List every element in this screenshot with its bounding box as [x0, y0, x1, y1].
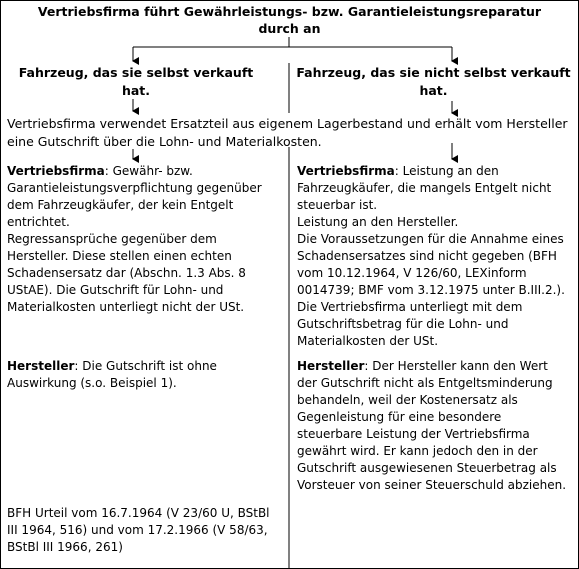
- right-vertriebsfirma-text1: : Leistung an den Fahrzeugkäufer, die mangels Entgelt nicht steuerbar ist.: [297, 164, 552, 212]
- shared-statement: Vertriebsfirma verwendet Ersatzteil aus eigenem Lagerbestand und erhält vom Hersteller eine Gutschrift über die Lohn- und Materialkosten.: [7, 116, 568, 149]
- heading-own-vehicle: Fahrzeug, das sie selbst verkauft hat.: [18, 65, 254, 98]
- left-reference: BFH Urteil vom 16.7.1964 (V 23/60 U, BStBl III 1964, 516) und vom 17.2.1966 (V 58/63, BStBl III 1966, 261): [7, 506, 270, 554]
- chart-title: [1, 3, 578, 37]
- left-hersteller-block: [7, 358, 279, 392]
- title-line-2: durch an: [258, 21, 321, 36]
- left-vertriebsfirma-block: [7, 163, 279, 316]
- right-vertriebsfirma-text2: Leistung an den Hersteller.: [297, 215, 459, 229]
- right-vertriebsfirma-label: Vertriebsfirma: [297, 164, 395, 178]
- right-hersteller-text: : Der Hersteller kann den Wert der Gutschrift nicht als Entgeltsminderung behandeln, weil der Kostenersatz als Gegenleistung für eine besondere steuerbare Leistung der Vertriebsfirma gewährt wird. Er kann jedoch den in der Gutschrift ausgewiesenen Steuerbetrag als Vorsteuer von seiner Steuerschuld abziehen.: [297, 359, 567, 492]
- heading-foreign-vehicle: Fahrzeug, das sie nicht selbst verkauft hat.: [296, 65, 571, 98]
- right-vertriebsfirma-block: [297, 163, 567, 350]
- left-hersteller-label: Hersteller: [7, 359, 75, 373]
- left-vertriebsfirma-label: Vertriebsfirma: [7, 164, 105, 178]
- right-hersteller-label: Hersteller: [297, 359, 365, 373]
- left-vertriebsfirma-text1: : Gewähr- bzw. Garantieleistungsverpflichtung gegenüber dem Fahrzeugkäufer, der kein Entgelt entrichtet.: [7, 164, 262, 229]
- title-line-1: Vertriebsfirma führt Gewährleistungs- bzw. Garantieleistungsreparatur: [37, 4, 542, 19]
- right-hersteller-block: [297, 358, 567, 494]
- right-vertriebsfirma-text3: Die Voraussetzungen für die Annahme eines Schadensersatzes sind nicht gegeben (BFH vom 10.12.1964, V 126/60, LEXinform 0014739; BMF vom 3.12.1975 unter B.III.2.). Die Vertriebsfirma unterliegt mit dem Gutschriftsbetrag für die Lohn- und Materialkosten der USt.: [297, 232, 565, 348]
- left-hersteller-text: : Die Gutschrift ist ohne Auswirkung (s.o. Beispiel 1).: [7, 359, 217, 390]
- left-vertriebsfirma-text2: Regressansprüche gegenüber dem Hersteller. Diese stellen einen echten Schadensersatz dar (Abschn. 1.3 Abs. 8 UStAE). Die Gutschrift für Lohn- und Materialkosten unterliegt nicht der USt.: [7, 232, 246, 314]
